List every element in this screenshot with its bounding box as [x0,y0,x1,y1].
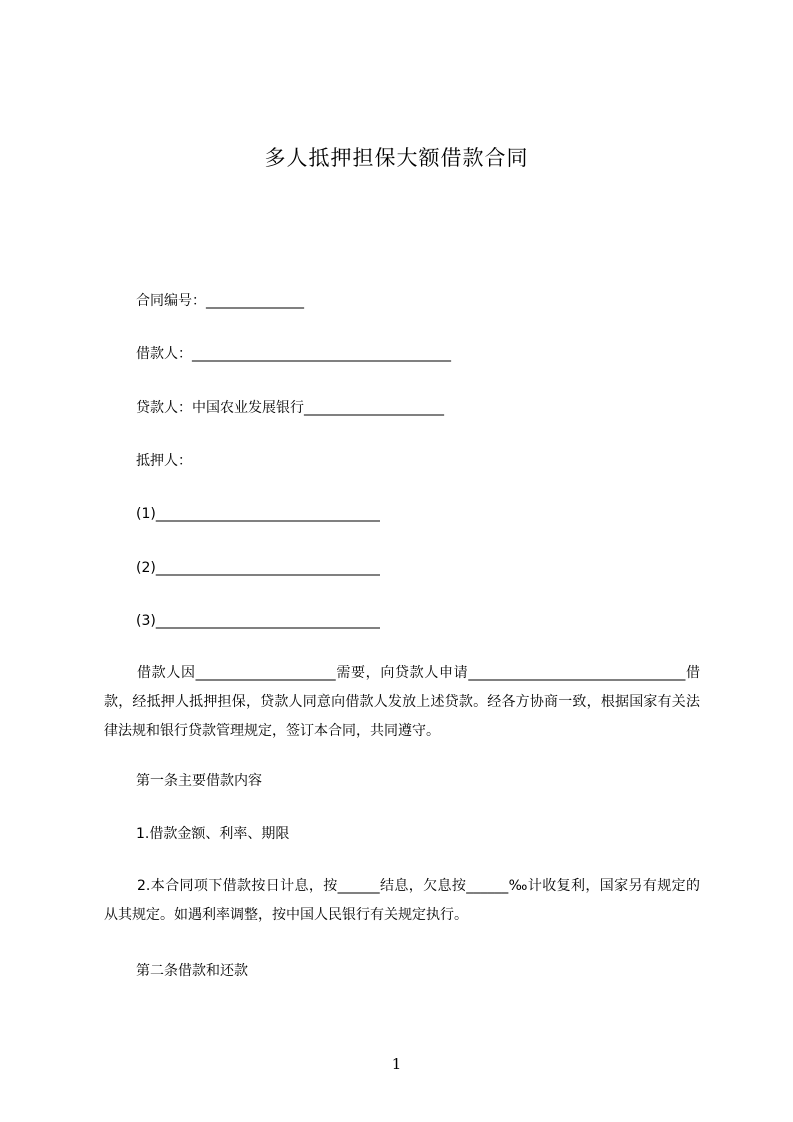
article-2-heading: 第二条借款和还款 [136,963,248,979]
intro-paragraph: 借款人因____________________需要，向贷款人申请_______________________________借款，经抵押人抵押担保，贷款人同意向借款人发放上述贷款。经各方协商一致，根据国家有关法律法规和银行贷款管理规定，签订本合同，共同遵守。 [104,665,700,739]
lender-line: 贷款人：中国农业发展银行____________________ [136,400,444,416]
mortgagor-1-line: (1)________________________________ [136,506,380,522]
document-title: 多人抵押担保大额借款合同 [264,146,529,170]
mortgagor-label: 抵押人： [136,453,192,469]
article-1-item-1: 1.借款金额、利率、期限 [136,826,290,842]
page-number: 1 [391,1055,402,1073]
article-1-item-2: 2.本合同项下借款按日计息，按______结息，欠息按______‰计收复利，国家另有规定的从其规定。如遇利率调整，按中国人民银行有关规定执行。 [104,878,700,923]
contract-number-line: 合同编号：______________ [136,293,304,309]
article-1-heading: 第一条主要借款内容 [136,773,262,789]
mortgagor-3-line: (3)________________________________ [136,613,380,629]
borrower-line: 借款人：_____________________________________ [136,346,451,362]
mortgagor-2-line: (2)________________________________ [136,560,380,576]
